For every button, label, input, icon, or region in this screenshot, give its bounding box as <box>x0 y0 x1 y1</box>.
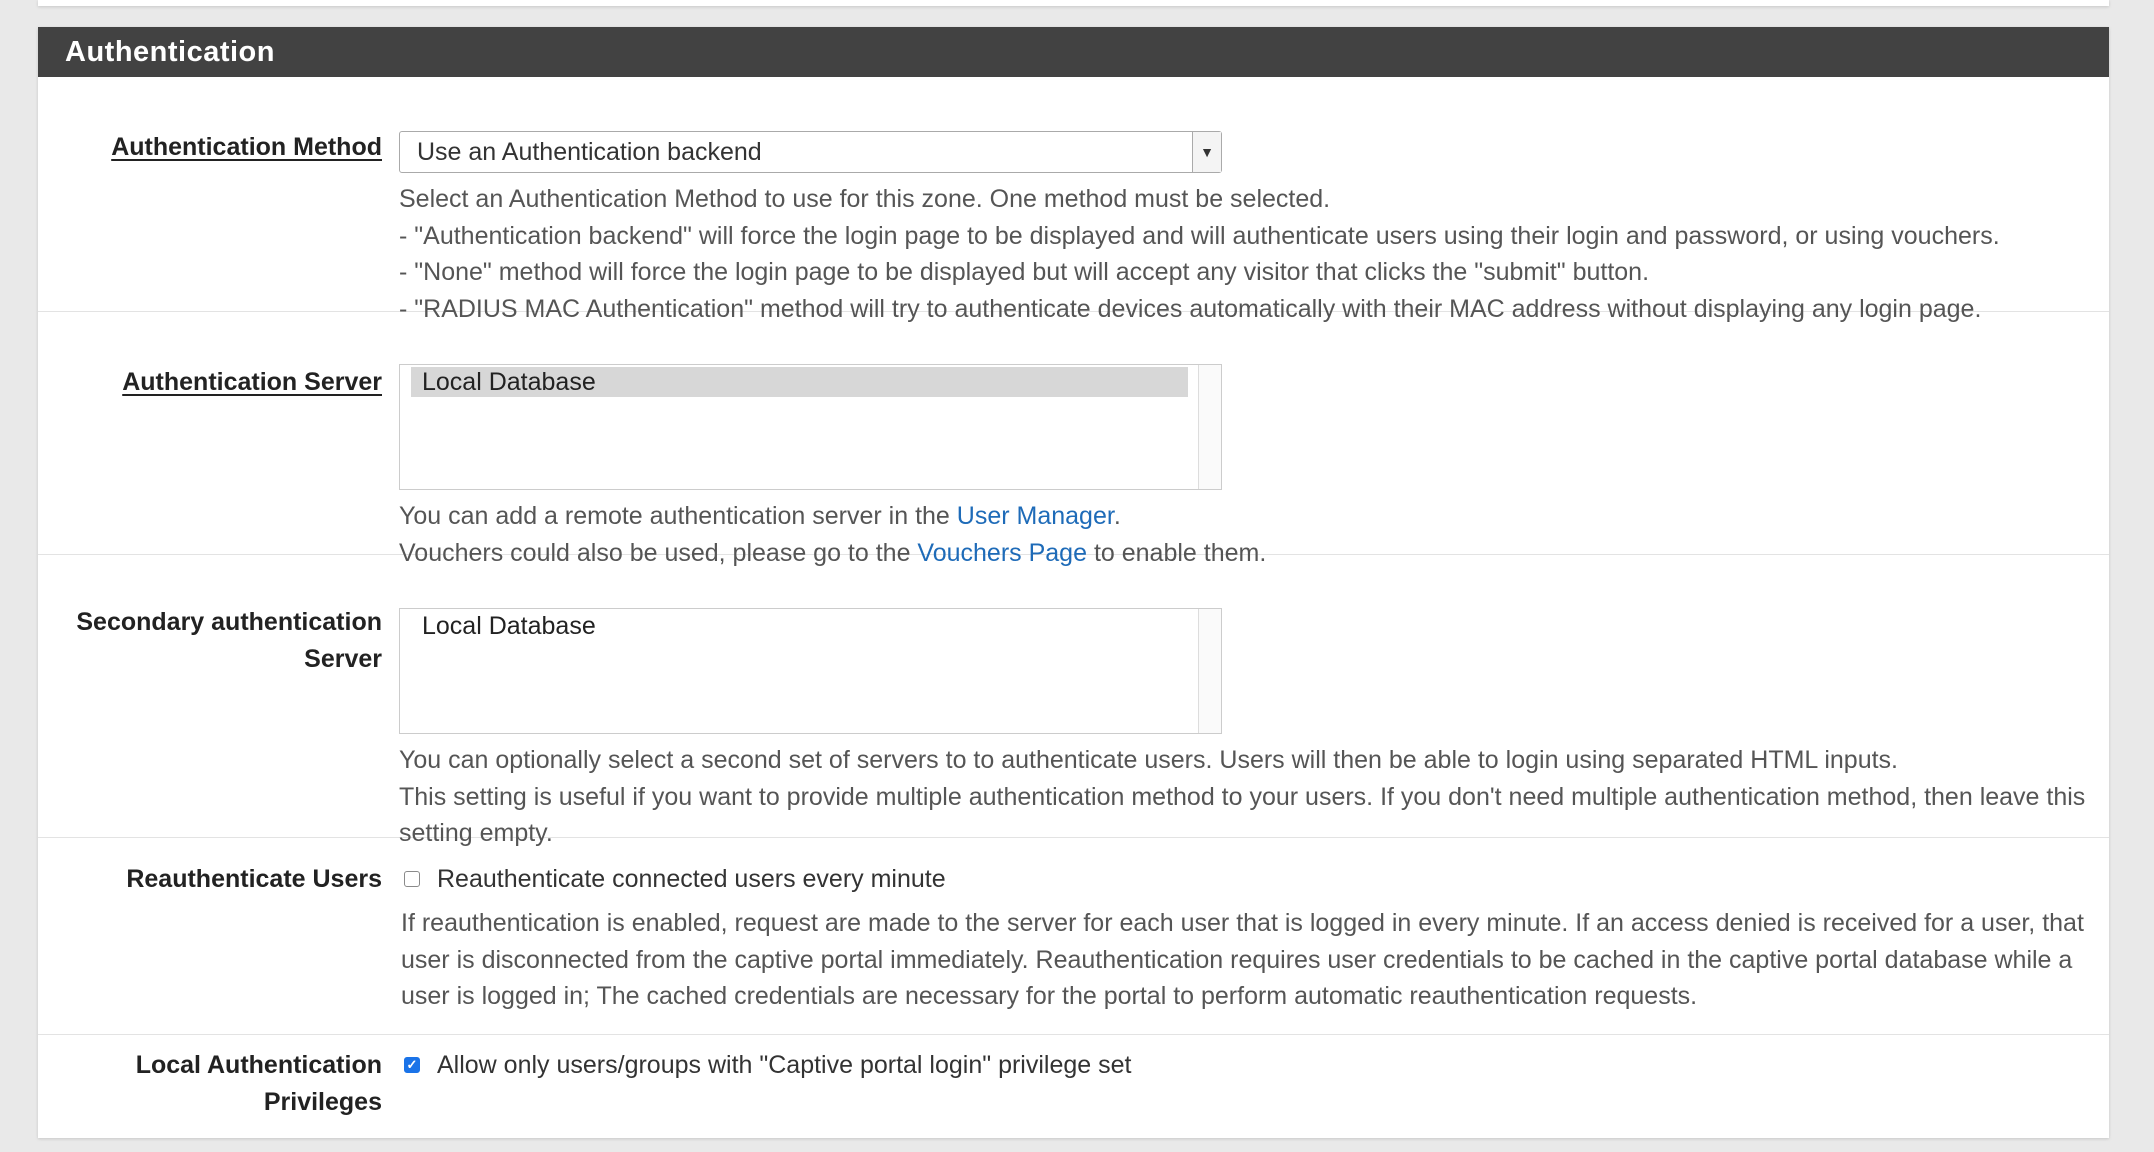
reauth-row <box>38 838 2109 1035</box>
auth-method-help <box>399 181 2089 327</box>
reauth-checkbox[interactable] <box>404 871 420 887</box>
reauth-help: If reauthentication is enabled, request are made to the server for each user that is logged in every minute. If an access denied is received for a user, that user is disconnected from the captive portal immediately. Reauthentication requires user credentials to be cached in the captive portal database while a user is logged in; The cached credentials are necessary for the portal to perform automatic reauthentication requests. <box>401 909 2084 1010</box>
auth-server-content <box>399 364 2089 571</box>
local-priv-checkbox-line[interactable] <box>399 1047 2089 1083</box>
auth-method-label: Authentication Method <box>111 133 382 161</box>
secondary-server-row <box>38 555 2109 847</box>
secondary-server-listbox[interactable] <box>399 608 1222 734</box>
secondary-server-content <box>399 608 2089 852</box>
auth-server-label: Authentication Server <box>122 368 382 396</box>
help-line: This setting is useful if you want to provide multiple authentication method to your users. If you don't need multiple authentication method, then leave this setting empty. <box>399 782 2086 847</box>
previous-panel-edge <box>38 0 2109 6</box>
listbox-scrollbar[interactable] <box>1198 609 1221 733</box>
help-line: You can optionally select a second set of servers to to authenticate users. Users will then be able to login using separated HTML inputs. <box>399 746 1898 774</box>
help-line: - "None" method will force the login page to be displayed but will accept any visitor that clicks the "submit" button. <box>399 258 1650 286</box>
listbox-option-local-database[interactable]: Local Database <box>422 612 596 640</box>
user-manager-link[interactable]: User Manager <box>956 502 1114 530</box>
auth-method-row <box>38 77 2109 323</box>
listbox-option-local-database[interactable]: Local Database <box>411 367 1188 397</box>
checkmark-icon: ✓ <box>406 1056 418 1072</box>
auth-method-selected-value: Use an Authentication backend <box>417 138 762 166</box>
auth-method-content <box>399 131 2089 327</box>
secondary-server-help <box>399 742 2089 852</box>
help-text: to enable them. <box>1087 538 1267 567</box>
secondary-server-label <box>76 604 382 678</box>
listbox-scrollbar[interactable] <box>1198 365 1221 489</box>
help-text: . <box>1113 502 1121 530</box>
reauth-content <box>399 861 2089 1015</box>
reauth-checkbox-line[interactable] <box>399 861 2089 897</box>
reauth-checkbox-label[interactable]: Reauthenticate connected users every minute <box>437 864 946 893</box>
local-priv-checkbox[interactable] <box>404 1057 420 1073</box>
local-priv-label <box>136 1047 382 1121</box>
help-text: You can add a remote authentication server in the <box>399 502 957 530</box>
label-line: Privileges <box>263 1088 382 1116</box>
local-priv-content <box>399 1047 2089 1083</box>
help-line: - "RADIUS MAC Authentication" method will try to authenticate devices automatically with their MAC address without displaying any login page. <box>399 294 1982 323</box>
chevron-down-icon[interactable]: ▼ <box>1192 132 1221 172</box>
label-line: Secondary authentication <box>76 608 382 636</box>
help-text: Vouchers could also be used, please go to the <box>399 538 918 567</box>
local-priv-row <box>38 1035 2109 1138</box>
panel-title: Authentication <box>38 27 2109 77</box>
vouchers-page-link[interactable]: Vouchers Page <box>917 538 1087 567</box>
auth-server-listbox[interactable] <box>399 364 1222 490</box>
reauth-label: Reauthenticate Users <box>126 865 382 893</box>
label-line: Local Authentication <box>135 1051 382 1079</box>
label-line: Server <box>304 645 382 673</box>
local-priv-checkbox-label[interactable]: Allow only users/groups with "Captive portal login" privilege set <box>437 1050 1132 1079</box>
help-line: - "Authentication backend" will force the login page to be displayed and will authenticate users using their login and password, or using vouchers. <box>399 221 2000 250</box>
auth-server-row <box>38 312 2109 567</box>
help-line: Select an Authentication Method to use for this zone. One method must be selected. <box>399 185 1331 213</box>
authentication-panel <box>38 27 2109 1138</box>
auth-method-select[interactable] <box>399 131 1222 173</box>
